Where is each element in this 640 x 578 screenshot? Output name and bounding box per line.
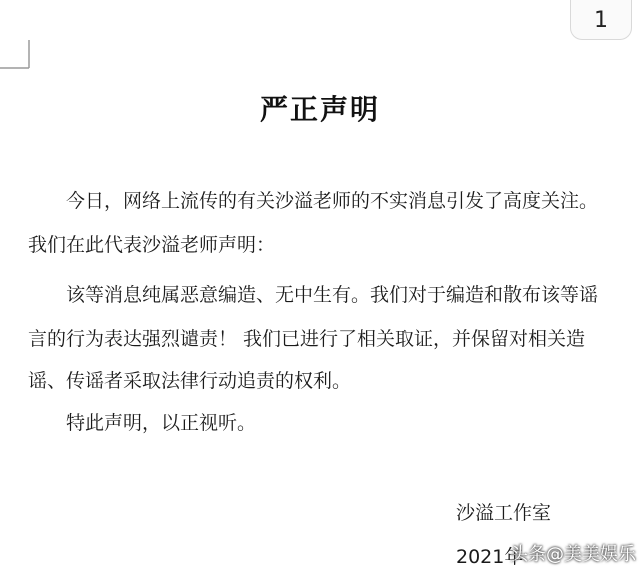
page-number: 1 xyxy=(594,8,608,33)
document-title: 严正声明 xyxy=(259,93,380,126)
watermark: 头条@美美娱乐 xyxy=(510,544,636,565)
date: 2021年 xyxy=(456,546,524,568)
paragraph-line: 今日，网络上流传的有关沙溢老师的不实消息引发了高度关注。 xyxy=(66,190,599,212)
signature: 沙溢工作室 xyxy=(456,502,552,524)
paragraph-line: 我们在此代表沙溢老师声明： xyxy=(28,234,276,256)
paragraph-line: 该等消息纯属恶意编造、无中生有。我们对于编造和散布该等谣 xyxy=(66,284,599,306)
page-number-tab xyxy=(570,0,632,40)
paragraph-line: 言的行为表达强烈谴责！ 我们已进行了相关取证，并保留对相关造 xyxy=(28,328,586,350)
paragraph-line: 谣、传谣者采取法律行动追责的权利。 xyxy=(28,370,352,392)
paragraph-line: 特此声明，以正视听。 xyxy=(66,412,257,434)
